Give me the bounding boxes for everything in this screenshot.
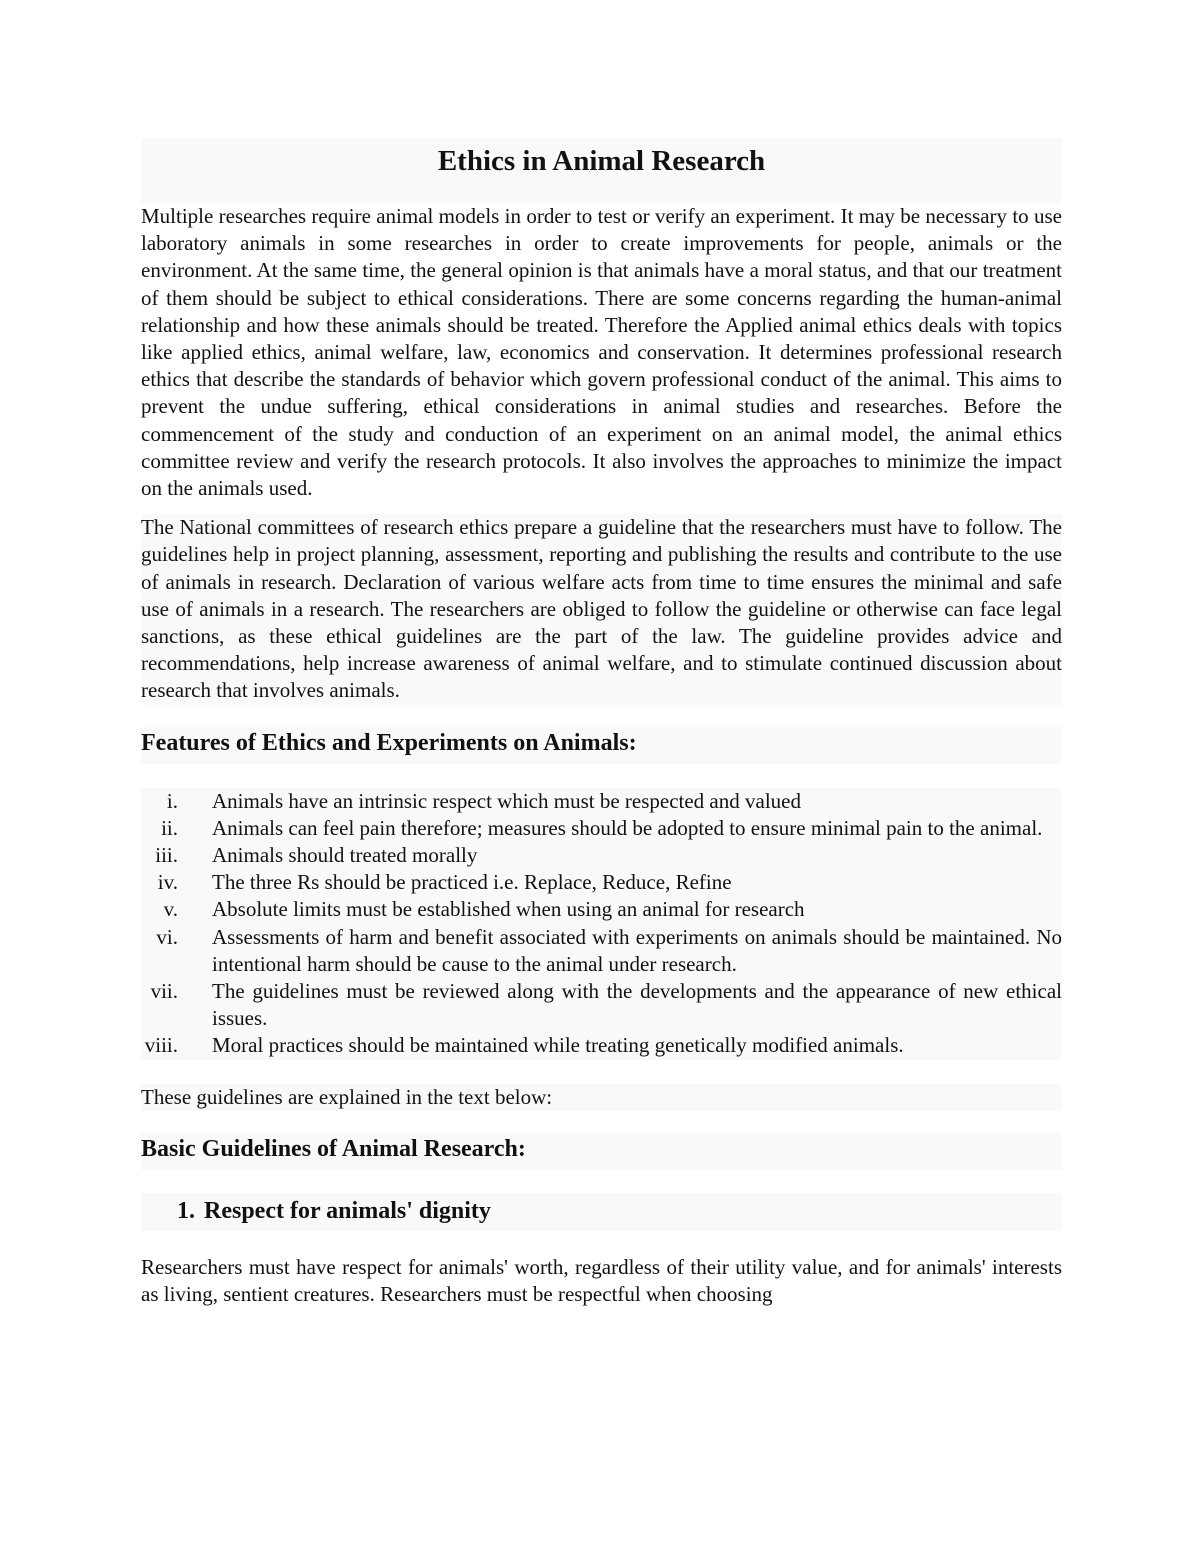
list-item-number: viii.	[144, 1033, 178, 1058]
list-item	[141, 869, 1062, 896]
features-list	[141, 788, 1062, 1060]
guidelines-heading: Basic Guidelines of Animal Research:	[141, 1133, 1062, 1170]
list-item-text: Animals have an intrinsic respect which must be respected and valued	[212, 788, 801, 813]
committees-paragraph: The National committees of research ethics prepare a guideline that the researchers must have to follow. The guidelines help in project planning, assessment, reporting and publishing the results and contribute to the use of animals in research. Declaration of various welfare acts from time to time ensures the minimal and safe use of animals in a research. The researchers are obliged to follow the guideline or otherwise can face legal sanctions, as these ethical guidelines are the part of the law. The guideline provides advice and recommendations, help increase awareness of animal welfare, and to stimulate continued discussion about research that involves animals.	[141, 515, 1062, 703]
spacer	[141, 1170, 1062, 1193]
list-item-text: The guidelines must be reviewed along with the developments and the appearance of new ethical issues.	[212, 979, 1062, 1031]
spacer	[141, 764, 1062, 788]
list-item-text: The three Rs should be practiced i.e. Replace, Reduce, Refine	[212, 870, 732, 895]
spacer	[141, 705, 1062, 727]
list-item	[141, 1032, 1062, 1059]
features-heading: Features of Ethics and Experiments on Animals:	[141, 727, 1062, 764]
list-item-number: iii.	[155, 843, 178, 868]
list-item-text: Moral practices should be maintained while treating genetically modified animals.	[212, 1033, 904, 1058]
subheading-number: 1.	[177, 1197, 195, 1224]
list-item-text: Assessments of harm and benefit associated with experiments on animals should be maintained. No intentional harm should be cause to the animal under research.	[212, 924, 1062, 976]
list-item-number: iv.	[157, 870, 178, 895]
list-item	[141, 815, 1062, 842]
list-item-number: v.	[163, 897, 178, 922]
document-body	[141, 138, 1062, 1308]
list-item	[141, 788, 1062, 815]
list-item-text: Animals can feel pain therefore; measures should be adopted to ensure minimal pain to the animal.	[212, 815, 1043, 840]
list-item-number: vi.	[156, 924, 178, 949]
list-item	[141, 896, 1062, 923]
spacer	[141, 502, 1062, 514]
subheading-text: Respect for animals' dignity	[204, 1197, 491, 1224]
dignity-paragraph: Researchers must have respect for animals' worth, regardless of their utility value, and for animals' interests as living, sentient creatures. Researchers must be respectful when choosing	[141, 1254, 1062, 1307]
spacer	[141, 1111, 1062, 1133]
intro-paragraph: Multiple researches require animal models in order to test or verify an experiment. It may be necessary to use laboratory animals in some researches in order to create improvements for people, animals or the environment. At the same time, the general opinion is that animals have a moral status, and that our treatment of them should be subject to ethical considerations. There are some concerns regarding the human-animal relationship and how these animals should be treated. Therefore the Applied animal ethics deals with topics like applied ethics, animal welfare, law, economics and conservation. It determines professional research ethics that describe the standards of behavior which govern professional conduct of the animal. This aims to prevent the undue suffering, ethical considerations in animal studies and researches. Before the commencement of the study and conduction of an experiment on an animal model, the animal ethics committee review and verify the research protocols. It also involves the approaches to minimize the impact on the animals used.	[141, 204, 1062, 501]
list-item-number: ii.	[161, 815, 178, 840]
list-item	[141, 924, 1062, 978]
guidelines-intro: These guidelines are explained in the text below:	[141, 1084, 1062, 1111]
list-item-text: Animals should treated morally	[212, 843, 478, 868]
dignity-subheading	[141, 1193, 1062, 1231]
list-item-text: Absolute limits must be established when using an animal for research	[212, 897, 805, 922]
list-item	[141, 978, 1062, 1032]
document-title: Ethics in Animal Research	[141, 138, 1062, 203]
spacer	[141, 1231, 1062, 1254]
committees-block	[141, 514, 1062, 704]
spacer	[141, 1060, 1062, 1084]
list-item-number: i.	[166, 788, 178, 813]
list-item	[141, 842, 1062, 869]
list-item-number: vii.	[150, 979, 178, 1004]
